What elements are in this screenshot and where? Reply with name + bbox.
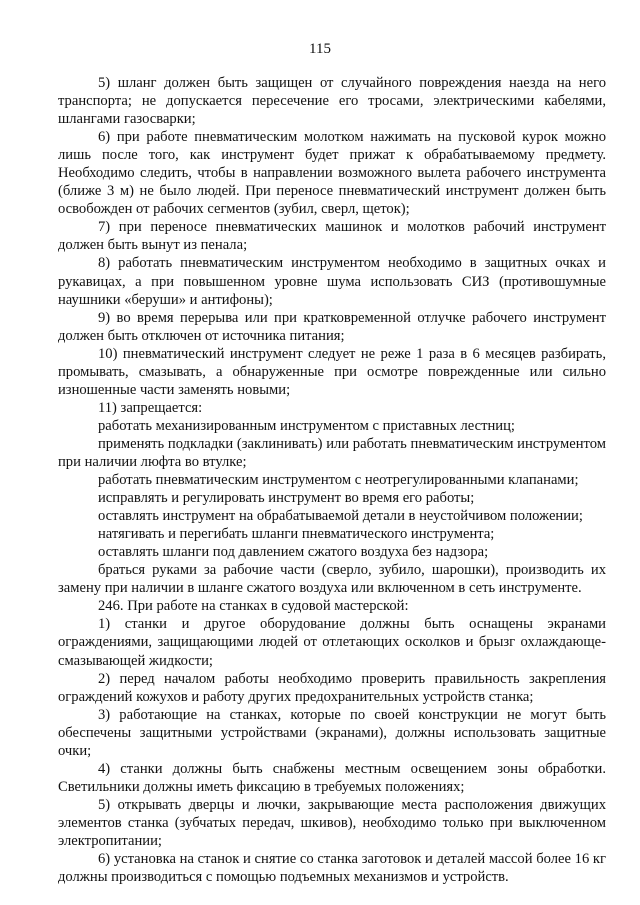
prohibition-unattended-hoses: оставлять шланги под давлением сжатого воздуха без надзора; <box>98 544 489 561</box>
prohibition-adjusting: исправлять и регулировать инструмент во время его работы; <box>98 490 475 507</box>
prohibition-valves: работать пневматическим инструментом с неотрегулированными клапанами; <box>98 472 579 489</box>
machine-rule-4: 4) станки должны быть снабжены местным освещением зоны обработки. Светильники должны иметь фиксацию в требуемых положениях; <box>58 760 606 795</box>
prohibition-ladders: работать механизированным инструментом с приставных лестниц; <box>98 417 515 434</box>
prohibition-wedges: применять подкладки (заклинивать) или работать пневматическим инструментом при наличии люфта во втулке; <box>58 435 606 470</box>
paragraph-item-8-protection: 8) работать пневматическим инструментом необходимо в защитных очках и рукавицах, а при повышенном уровне шума использовать СИЗ (противошумные наушники «беруши» и антифоны); <box>58 255 606 308</box>
section-246-heading: 246. При работе на станках в судовой мастерской: <box>98 598 409 615</box>
paragraph-item-5-hose: 5) шланг должен быть защищен от случайного повреждения наезда на него транспорта; не допускается пересечение его тросами, электрическими кабелями, шлангами газосварки; <box>58 75 606 128</box>
prohibition-working-parts: браться руками за рабочие части (сверло, зубило, шарошки), производить их замену при наличии в шланге сжатого воздуха или включенном в сеть инструменте. <box>58 562 606 597</box>
machine-rule-3: 3) работающие на станках, которые по своей конструкции не могут быть обеспечены защитными устройствами (экранами), должны использовать защитные очки; <box>58 706 606 759</box>
machine-rule-1: 1) станки и другое оборудование должны быть оснащены экранами ограждениями, защищающими людей от отлетающих осколков и брызг охлаждающе-смазывающей жидкости; <box>58 616 606 669</box>
machine-rule-5: 5) открывать дверцы и лючки, закрывающие места расположения движущих элементов станка (зубчатых передач, шкивов), необходимо только при выключенном электропитании; <box>58 796 606 849</box>
machine-rule-2: 2) перед началом работы необходимо проверить правильность закрепления ограждений кожухов и работу других предохранительных устройств станка; <box>58 670 606 705</box>
prohibition-bending-hoses: натягивать и перегибать шланги пневматического инструмента; <box>98 526 495 543</box>
paragraph-item-10-maintenance: 10) пневматический инструмент следует не реже 1 раза в 6 месяцев разбирать, промывать, смазывать, а обнаруженные при осмотре поврежденные или сильно изношенные части заменять новыми; <box>58 345 606 398</box>
body-text <box>58 74 606 886</box>
paragraph-item-11-prohibited: 11) запрещается: <box>98 399 203 416</box>
machine-rule-6: 6) установка на станок и снятие со станка заготовок и деталей массой более 16 кг должны производиться с помощью подъемных механизмов и устройств. <box>58 851 606 886</box>
prohibition-unstable: оставлять инструмент на обрабатываемой детали в неустойчивом положении; <box>98 508 583 525</box>
paragraph-item-9-break: 9) во время перерыва или при кратковременной отлучке рабочего инструмент должен быть отключен от источника питания; <box>58 309 606 344</box>
paragraph-item-6-hammer: 6) при работе пневматическим молотком нажимать на пусковой курок можно лишь после того, как инструмент будет прижат к обрабатываемому предмету. Необходимо следить, чтобы в направлении возможного вылета рабочего инструмента (ближе 3 м) не было людей. При переносе пневматический инструмент должен быть освобожден от рабочих сегментов (зубил, сверл, щеток); <box>58 129 606 218</box>
paragraph-item-7-transport: 7) при переносе пневматических машинок и молотков рабочий инструмент должен быть вынут из пенала; <box>58 219 606 254</box>
page-number: 115 <box>309 41 331 57</box>
